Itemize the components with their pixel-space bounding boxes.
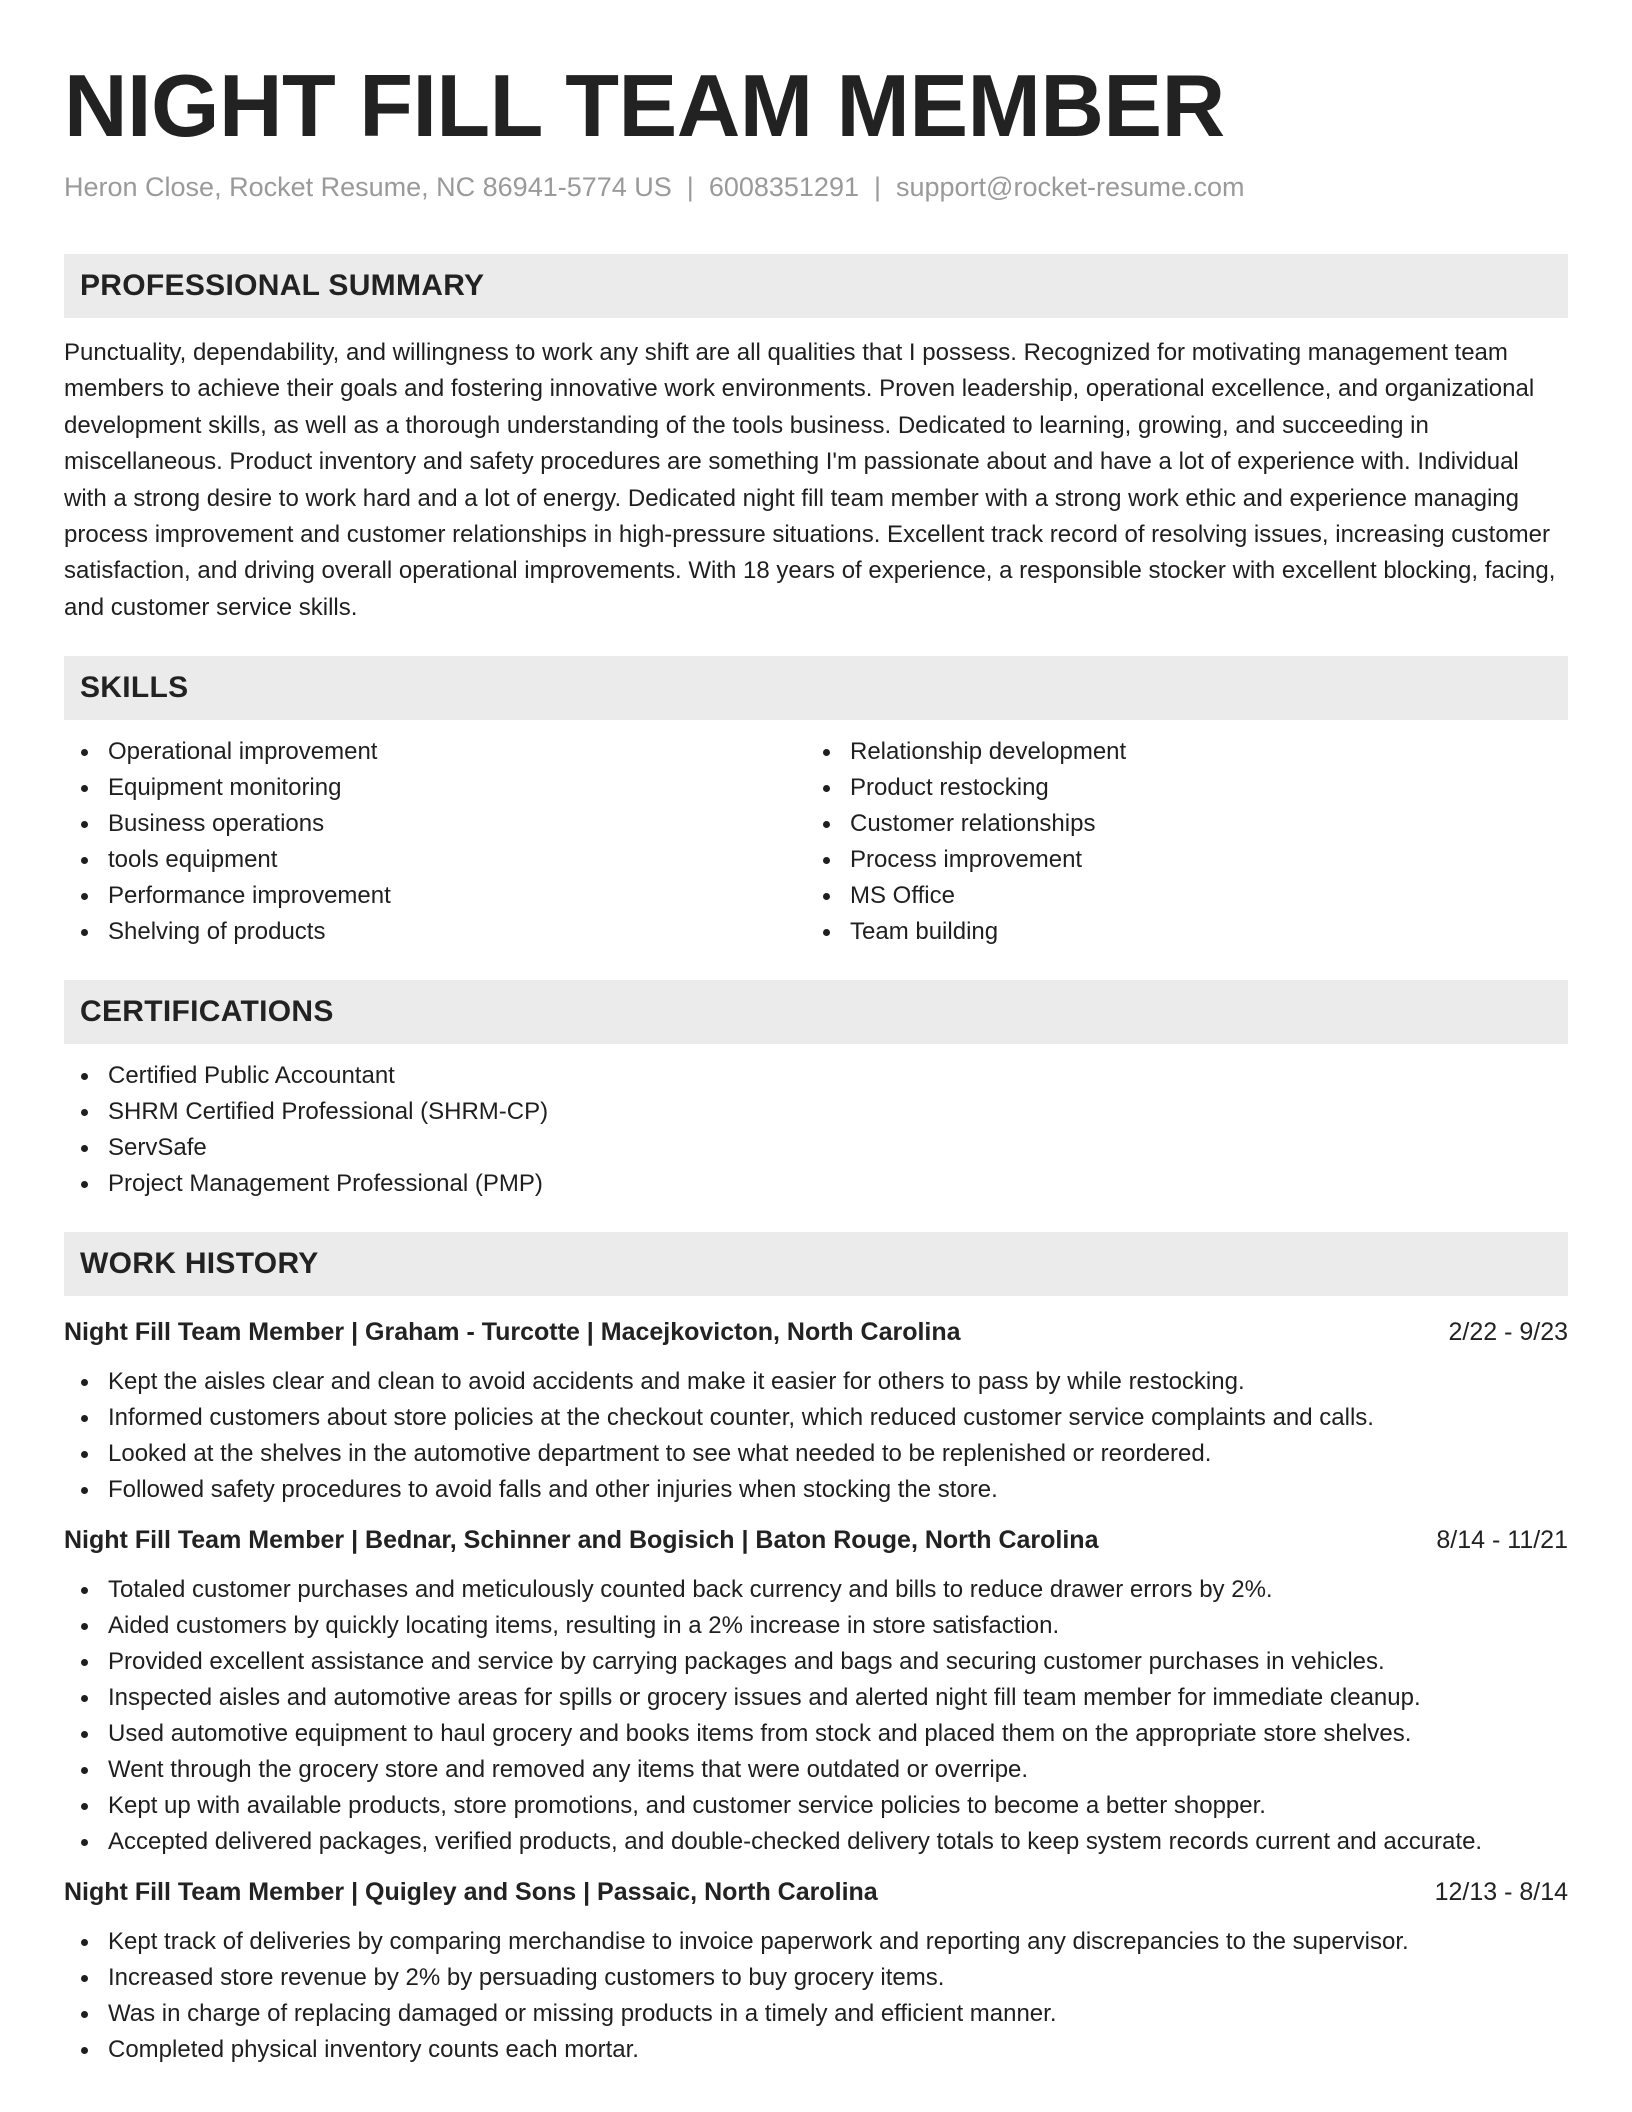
- job-bullet: Increased store revenue by 2% by persuading customers to buy grocery items.: [64, 1960, 1568, 1996]
- certification-item: Project Management Professional (PMP): [64, 1166, 1568, 1202]
- skills-list-left: [64, 734, 806, 950]
- job-bullet: Completed physical inventory counts each mortar.: [64, 2032, 1568, 2068]
- skill-item: Equipment monitoring: [64, 770, 806, 806]
- job-bullet: Used automotive equipment to haul grocery and books items from stock and placed them on the appropriate store shelves.: [64, 1716, 1568, 1752]
- job-bullet: Followed safety procedures to avoid falls and other injuries when stocking the store.: [64, 1472, 1568, 1508]
- job-title: Night Fill Team Member | Bednar, Schinner and Bogisich | Baton Rouge, North Carolina: [64, 1526, 1099, 1555]
- job-bullet-list: [64, 1572, 1568, 1860]
- contact-separator: |: [873, 172, 881, 202]
- contact-email[interactable]: support@rocket-resume.com: [896, 172, 1245, 202]
- job-bullet: Provided excellent assistance and service by carrying packages and bags and securing customer purchases in vehicles.: [64, 1644, 1568, 1680]
- skill-item: Customer relationships: [806, 806, 1548, 842]
- skill-item: MS Office: [806, 878, 1548, 914]
- skills-grid: [64, 734, 1568, 950]
- job-bullet: Inspected aisles and automotive areas for spills or grocery issues and alerted night fill team member for immediate cleanup.: [64, 1680, 1568, 1716]
- resume-page: [64, 0, 1568, 2068]
- job-bullet-list: [64, 1924, 1568, 2068]
- summary-text: Punctuality, dependability, and willingness to work any shift are all qualities that I possess. Recognized for motivating management team members to achieve their goals and fostering innovative work environments. Proven leadership, operational excellence, and organizational development skills, as well as a thorough understanding of the tools business. Dedicated to learning, growing, and succeeding in miscellaneous. Product inventory and safety procedures are something I'm passionate about and have a lot of experience with. Individual with a strong desire to work hard and a lot of energy. Dedicated night fill team member with a strong work ethic and experience managing process improvement and customer relationships in high-pressure situations. Excellent track record of resolving issues, increasing customer satisfaction, and driving overall operational improvements. With 18 years of experience, a responsible stocker with excellent blocking, facing, and customer service skills.: [64, 339, 1556, 621]
- job-entry: [64, 1314, 1568, 1508]
- job-header: [64, 1314, 1568, 1350]
- skill-item: Team building: [806, 914, 1548, 950]
- section-heading-certifications: CERTIFICATIONS: [64, 980, 1568, 1044]
- skill-item: Performance improvement: [64, 878, 806, 914]
- contact-line: [64, 170, 1568, 204]
- certification-item: SHRM Certified Professional (SHRM-CP): [64, 1094, 1568, 1130]
- section-heading-skills: SKILLS: [64, 656, 1568, 720]
- skill-item: Relationship development: [806, 734, 1548, 770]
- skill-item: Product restocking: [806, 770, 1548, 806]
- job-bullet-list: [64, 1364, 1568, 1508]
- contact-address: Heron Close, Rocket Resume, NC 86941-5774 US: [64, 172, 672, 202]
- skill-item: tools equipment: [64, 842, 806, 878]
- certification-item: ServSafe: [64, 1130, 1568, 1166]
- skill-item: Shelving of products: [64, 914, 806, 950]
- skill-item: Business operations: [64, 806, 806, 842]
- job-entry: [64, 1874, 1568, 2068]
- job-dates: 12/13 - 8/14: [1434, 1878, 1568, 1907]
- job-title: Night Fill Team Member | Quigley and Sons | Passaic, North Carolina: [64, 1878, 878, 1907]
- certification-item: Certified Public Accountant: [64, 1058, 1568, 1094]
- certifications-list: [64, 1058, 1568, 1202]
- job-bullet: Accepted delivered packages, verified products, and double-checked delivery totals to keep system records current and accurate.: [64, 1824, 1568, 1860]
- job-bullet: Informed customers about store policies at the checkout counter, which reduced customer service complaints and calls.: [64, 1400, 1568, 1436]
- skill-item: Process improvement: [806, 842, 1548, 878]
- resume-title: NIGHT FILL TEAM MEMBER: [64, 56, 1225, 155]
- job-bullet: Was in charge of replacing damaged or missing products in a timely and efficient manner.: [64, 1996, 1568, 2032]
- job-bullet: Aided customers by quickly locating items, resulting in a 2% increase in store satisfaction.: [64, 1608, 1568, 1644]
- job-header: [64, 1874, 1568, 1910]
- skill-item: Operational improvement: [64, 734, 806, 770]
- job-header: [64, 1522, 1568, 1558]
- job-bullet: Looked at the shelves in the automotive department to see what needed to be replenished or reordered.: [64, 1436, 1568, 1472]
- skills-list-right: [806, 734, 1548, 950]
- job-dates: 8/14 - 11/21: [1436, 1526, 1568, 1555]
- contact-phone: 6008351291: [708, 172, 859, 202]
- contact-separator: |: [686, 172, 694, 202]
- job-bullet: Kept the aisles clear and clean to avoid accidents and make it easier for others to pass by while restocking.: [64, 1364, 1568, 1400]
- job-bullet: Went through the grocery store and removed any items that were outdated or overripe.: [64, 1752, 1568, 1788]
- job-bullet: Totaled customer purchases and meticulously counted back currency and bills to reduce drawer errors by 2%.: [64, 1572, 1568, 1608]
- job-dates: 2/22 - 9/23: [1448, 1318, 1568, 1347]
- job-bullet: Kept up with available products, store promotions, and customer service policies to become a better shopper.: [64, 1788, 1568, 1824]
- section-heading-work-history: WORK HISTORY: [64, 1232, 1568, 1296]
- job-bullet: Kept track of deliveries by comparing merchandise to invoice paperwork and reporting any discrepancies to the supervisor.: [64, 1924, 1568, 1960]
- job-entry: [64, 1522, 1568, 1860]
- job-title: Night Fill Team Member | Graham - Turcotte | Macejkovicton, North Carolina: [64, 1318, 961, 1347]
- section-heading-summary: PROFESSIONAL SUMMARY: [64, 254, 1568, 318]
